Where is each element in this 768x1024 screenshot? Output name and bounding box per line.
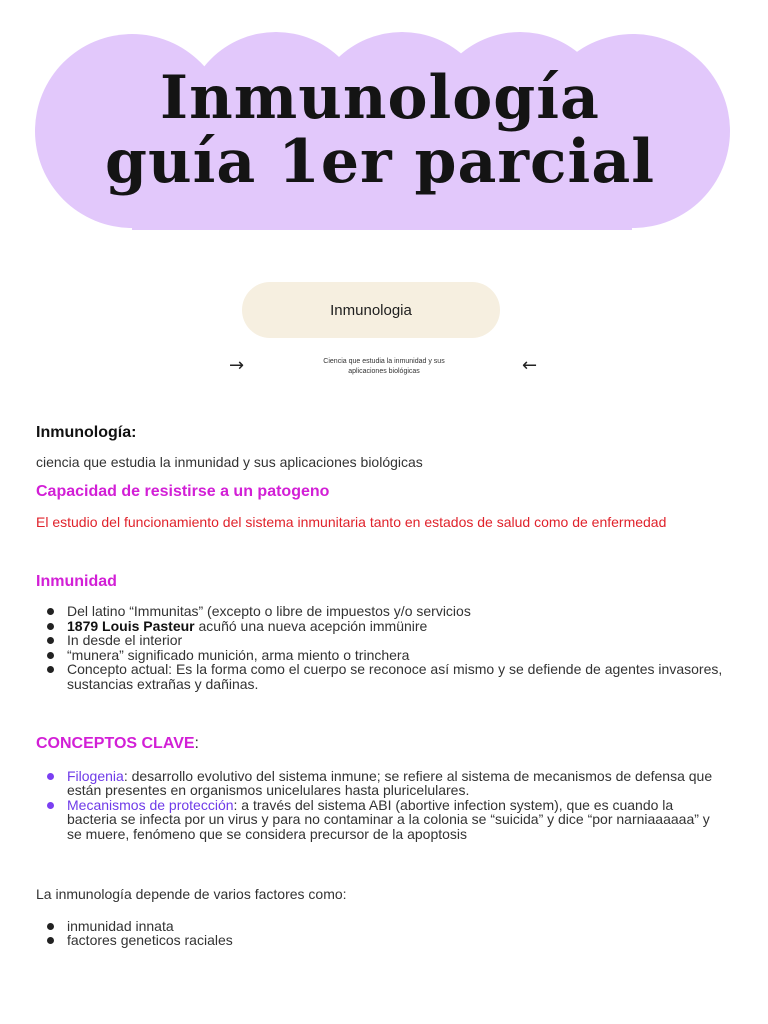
section-heading-capacidad: Capacidad de resistirse a un patogeno bbox=[36, 483, 330, 500]
bullet-icon bbox=[47, 937, 54, 944]
list-item-text: inmunidad innata bbox=[67, 917, 174, 934]
bullet-icon bbox=[47, 802, 54, 809]
inmunidad-list bbox=[36, 604, 726, 692]
list-item-text: Del latino “Immunitas” (excepto o libre de impuestos y/o servicios bbox=[67, 603, 471, 619]
list-item-bold: 1879 Louis Pasteur bbox=[67, 617, 195, 634]
section-text-capacidad: El estudio del funcionamiento del sistema inmunitaria tanto en estados de salud como de enfermedad bbox=[36, 514, 667, 530]
conceptos-heading-colon: : bbox=[194, 734, 199, 752]
list-item-term: Filogenia bbox=[67, 767, 124, 784]
title-cloud bbox=[0, 0, 768, 260]
list-item-text: factores geneticos raciales bbox=[67, 932, 233, 949]
list-item bbox=[36, 919, 726, 934]
list-item-text: Concepto actual: Es la forma como el cuerpo se reconoce así mismo y se defiende de agentes invasores, sustancias extrañas y dañinas. bbox=[67, 661, 723, 692]
bullet-icon bbox=[47, 623, 54, 630]
list-item bbox=[36, 933, 726, 948]
bullet-icon bbox=[47, 923, 54, 930]
list-item bbox=[36, 633, 726, 648]
concept-pill bbox=[242, 282, 500, 338]
section-heading-inmunidad: Inmunidad bbox=[36, 573, 117, 590]
bullet-icon bbox=[47, 773, 54, 780]
list-item-text: “munera” significado munición, arma miento o trinchera bbox=[67, 646, 410, 663]
list-item-text: : a través del sistema ABI (abortive infection system), que es cuando la bacteria se infecta por un virus y para no contaminar a la colonia se “suicida” y dice “por narniaaaaaa” y se muere, fenómeno que se considera precursor de la apoptosis bbox=[67, 796, 710, 842]
list-item-text: In desde el interior bbox=[67, 632, 183, 649]
conceptos-list bbox=[36, 769, 726, 842]
concept-description: Ciencia que estudia la inmunidad y sus aplicaciones biológicas bbox=[323, 358, 445, 375]
factores-list bbox=[36, 919, 726, 948]
title-line-2: guía 1er parcial bbox=[105, 127, 655, 197]
list-item bbox=[36, 769, 726, 798]
section-heading-conceptos bbox=[36, 735, 726, 753]
title-line-1: Inmunología bbox=[160, 63, 600, 133]
list-item bbox=[36, 662, 726, 691]
page-title bbox=[0, 63, 760, 197]
section-heading-inmunologia: Inmunología: bbox=[36, 424, 137, 441]
list-item-text: : desarrollo evolutivo del sistema inmune; se refiere al sistema de mecanismos de defensa que están presentes en organismos unicelulares hasta pluricelulares. bbox=[67, 767, 713, 799]
bullet-icon bbox=[47, 666, 54, 673]
concept-pill-label: Inmunologia bbox=[330, 301, 412, 319]
bullet-icon bbox=[47, 637, 54, 644]
list-item-text: acuñó una nueva acepción immünire bbox=[194, 617, 428, 634]
factores-intro: La inmunología depende de varios factores como: bbox=[36, 885, 347, 902]
arrow-right-icon: → bbox=[229, 355, 245, 376]
list-item bbox=[36, 798, 726, 842]
bullet-icon bbox=[47, 608, 54, 615]
main-content bbox=[36, 424, 726, 948]
arrow-left-icon: ← bbox=[522, 355, 538, 376]
conceptos-heading-text: CONCEPTOS CLAVE bbox=[36, 734, 195, 752]
list-item bbox=[36, 619, 726, 634]
bullet-icon bbox=[47, 652, 54, 659]
list-item bbox=[36, 604, 726, 619]
list-item bbox=[36, 648, 726, 663]
list-item-term: Mecanismos de protección bbox=[67, 796, 234, 813]
section-text-inmunologia: ciencia que estudia la inmunidad y sus aplicaciones biológicas bbox=[36, 454, 423, 470]
